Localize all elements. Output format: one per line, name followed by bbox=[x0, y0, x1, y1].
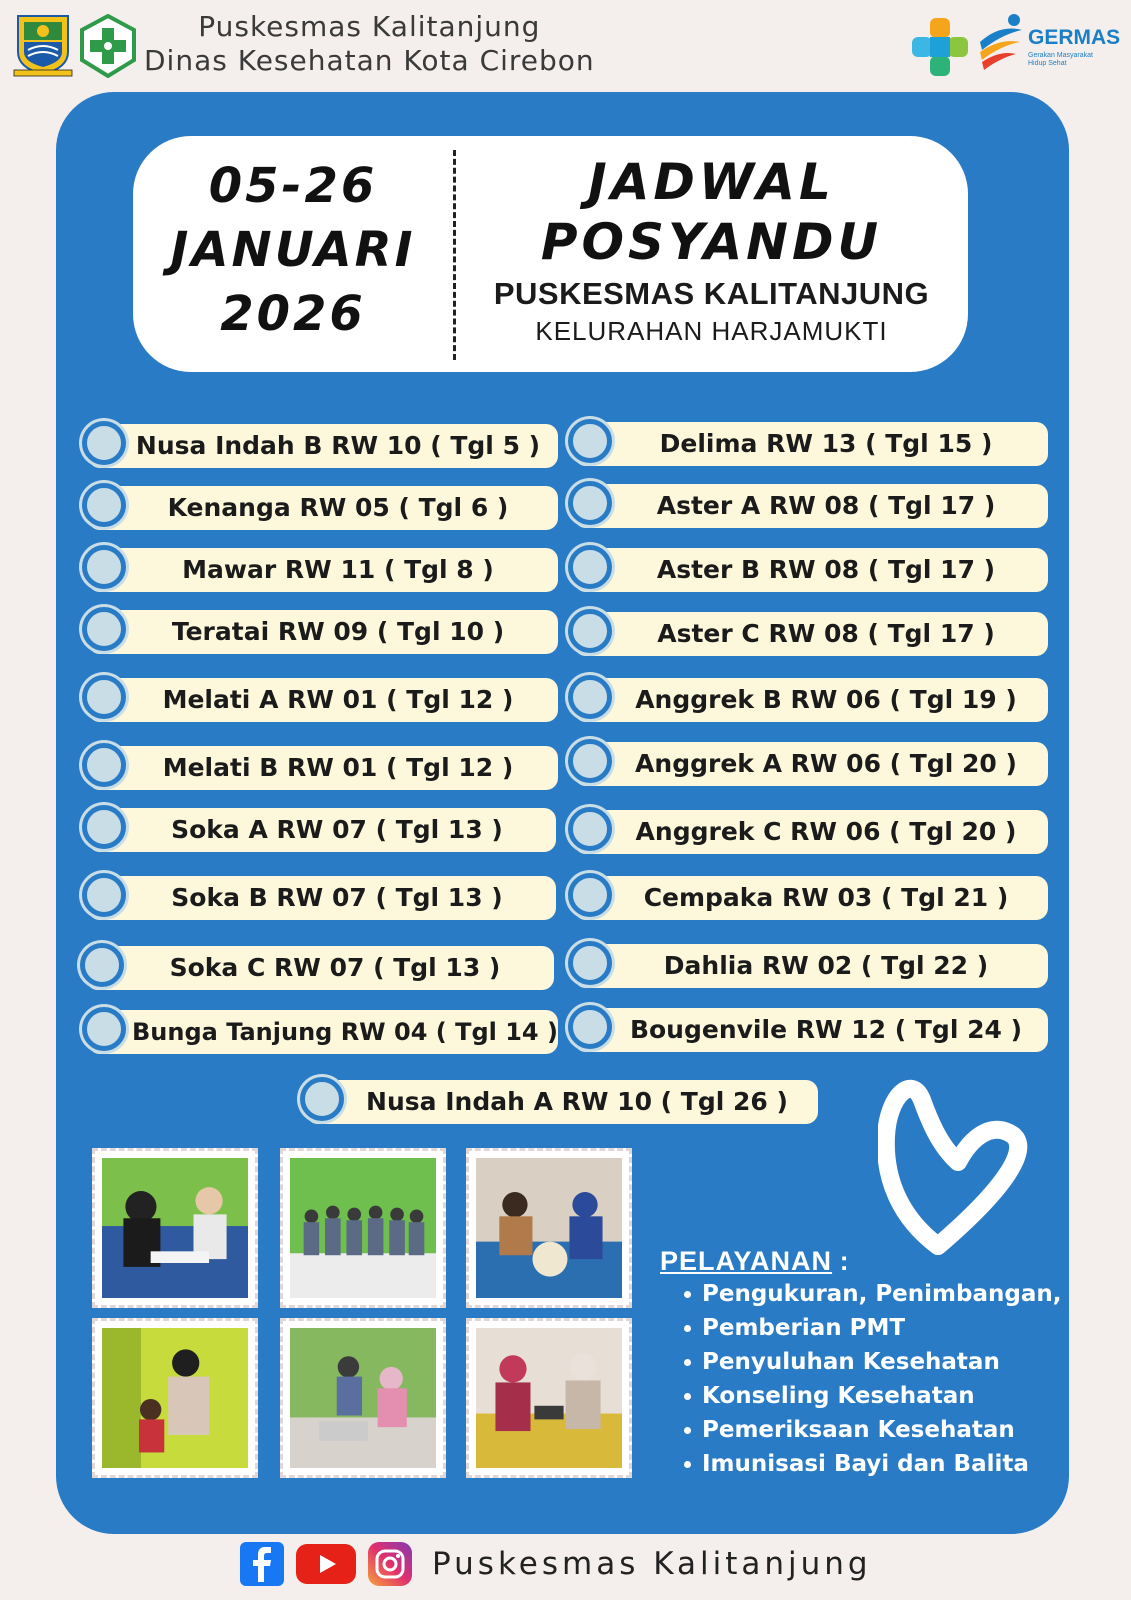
schedule-item-label: Anggrek A RW 06 ( Tgl 20 ) bbox=[635, 749, 1017, 778]
schedule-item-label: Aster C RW 08 ( Tgl 17 ) bbox=[657, 619, 995, 648]
schedule-item bbox=[88, 746, 558, 790]
youtube-icon[interactable] bbox=[296, 1544, 356, 1584]
schedule-item bbox=[574, 944, 1048, 988]
service-item-label: Pemberian PMT bbox=[702, 1315, 906, 1341]
photo-blood-pressure bbox=[476, 1328, 622, 1468]
service-item bbox=[660, 1277, 1061, 1311]
schedule-item bbox=[88, 678, 558, 722]
circle-bullet-icon bbox=[568, 545, 612, 589]
title-line-2: POSYANDU bbox=[540, 213, 883, 271]
service-item bbox=[660, 1413, 1061, 1447]
circle-bullet-icon bbox=[568, 1005, 612, 1049]
footer-account-name: Puskesmas Kalitanjung bbox=[432, 1546, 872, 1582]
schedule-item-label: Cempaka RW 03 ( Tgl 21 ) bbox=[643, 883, 1009, 912]
schedule-item-label: Bougenvile RW 12 ( Tgl 24 ) bbox=[629, 1015, 1023, 1044]
photo-consultation bbox=[476, 1158, 622, 1298]
schedule-item bbox=[574, 422, 1048, 466]
circle-bullet-icon bbox=[82, 1007, 126, 1051]
activity-photo bbox=[92, 1318, 258, 1478]
services-section bbox=[660, 1246, 1061, 1481]
schedule-item-label: Anggrek B RW 06 ( Tgl 19 ) bbox=[635, 685, 1017, 714]
circle-bullet-icon bbox=[568, 675, 612, 719]
germas-figure-icon bbox=[976, 12, 1026, 78]
germas-title: GERMAS bbox=[1028, 26, 1121, 49]
service-item bbox=[660, 1447, 1061, 1481]
schedule-item-label: Mawar RW 11 ( Tgl 8 ) bbox=[182, 555, 494, 584]
health-cross-logo bbox=[910, 16, 970, 78]
schedule-item-label: Soka C RW 07 ( Tgl 13 ) bbox=[169, 953, 501, 982]
date-month: JANUARI bbox=[170, 222, 416, 278]
germas-logo bbox=[976, 12, 1126, 78]
photo-child-measure bbox=[102, 1328, 248, 1468]
schedule-item bbox=[88, 486, 558, 530]
date-year: 2026 bbox=[220, 286, 366, 342]
header-line2: Dinas Kesehatan Kota Cirebon bbox=[144, 44, 595, 77]
service-item-label: Imunisasi Bayi dan Balita bbox=[702, 1451, 1029, 1477]
date-range: 05-26 bbox=[208, 158, 378, 214]
title-line-1: JADWAL bbox=[588, 153, 835, 211]
instagram-icon[interactable] bbox=[368, 1542, 412, 1586]
service-item-label: Penyuluhan Kesehatan bbox=[702, 1349, 1000, 1375]
schedule-item-bottom bbox=[306, 1080, 818, 1124]
circle-bullet-icon bbox=[82, 607, 126, 651]
footer bbox=[0, 1540, 1131, 1600]
heart-icon bbox=[878, 1066, 1028, 1256]
services-colon: : bbox=[832, 1246, 849, 1276]
circle-bullet-icon bbox=[568, 739, 612, 783]
circle-bullet-icon bbox=[568, 481, 612, 525]
date-block bbox=[133, 154, 453, 346]
schedule-item bbox=[88, 876, 556, 920]
schedule-item-label: Soka A RW 07 ( Tgl 13 ) bbox=[171, 815, 503, 844]
schedule-item bbox=[574, 742, 1048, 786]
schedule-item bbox=[88, 808, 556, 852]
organization-name: PUSKESMAS KALITANJUNG bbox=[493, 276, 930, 311]
activity-photo bbox=[466, 1148, 632, 1308]
service-item bbox=[660, 1311, 1061, 1345]
title-card bbox=[133, 136, 968, 372]
schedule-item-label: Melati A RW 01 ( Tgl 12 ) bbox=[162, 685, 514, 714]
schedule-item bbox=[88, 424, 558, 468]
schedule-item-label: Bunga Tanjung RW 04 ( Tgl 14 ) bbox=[132, 1018, 558, 1046]
schedule-item bbox=[574, 484, 1048, 528]
schedule-item-label: Delima RW 13 ( Tgl 15 ) bbox=[659, 429, 993, 458]
bullet-dot-icon bbox=[684, 1291, 691, 1298]
header bbox=[0, 0, 1131, 90]
circle-bullet-icon bbox=[82, 483, 126, 527]
circle-bullet-icon bbox=[80, 943, 124, 987]
schedule-item bbox=[88, 610, 558, 654]
schedule-item bbox=[88, 1010, 558, 1054]
service-item bbox=[660, 1345, 1061, 1379]
circle-bullet-icon bbox=[82, 873, 126, 917]
schedule-item-label: Dahlia RW 02 ( Tgl 22 ) bbox=[663, 951, 989, 980]
circle-bullet-icon bbox=[568, 807, 612, 851]
schedule-item bbox=[574, 876, 1048, 920]
services-heading bbox=[660, 1246, 1061, 1277]
germas-subtitle: Gerakan Masyarakat Hidup Sehat bbox=[1028, 52, 1093, 67]
circle-bullet-icon bbox=[568, 873, 612, 917]
bullet-dot-icon bbox=[684, 1427, 691, 1434]
bullet-dot-icon bbox=[684, 1461, 691, 1468]
schedule-item bbox=[86, 946, 554, 990]
bullet-dot-icon bbox=[684, 1393, 691, 1400]
circle-bullet-icon bbox=[82, 743, 126, 787]
circle-bullet-icon bbox=[82, 545, 126, 589]
bullet-dot-icon bbox=[684, 1359, 691, 1366]
circle-bullet-icon bbox=[82, 805, 126, 849]
bullet-dot-icon bbox=[684, 1325, 691, 1332]
circle-bullet-icon bbox=[82, 675, 126, 719]
schedule-item bbox=[574, 678, 1048, 722]
header-title bbox=[144, 10, 595, 78]
activity-photo bbox=[280, 1148, 446, 1308]
circle-bullet-icon bbox=[300, 1077, 344, 1121]
city-emblem-logo bbox=[12, 12, 74, 78]
service-item bbox=[660, 1379, 1061, 1413]
schedule-item bbox=[574, 548, 1048, 592]
schedule-item-label: Teratai RW 09 ( Tgl 10 ) bbox=[171, 617, 505, 646]
schedule-item bbox=[88, 548, 558, 592]
header-line1: Puskesmas Kalitanjung bbox=[198, 10, 541, 43]
circle-bullet-icon bbox=[568, 419, 612, 463]
puskesmas-logo bbox=[80, 14, 136, 78]
schedule-item-label: Anggrek C RW 06 ( Tgl 20 ) bbox=[635, 817, 1017, 846]
kelurahan-name: KELURAHAN HARJAMUKTI bbox=[535, 316, 888, 346]
service-item-label: Pemeriksaan Kesehatan bbox=[702, 1417, 1015, 1443]
photo-health-check bbox=[102, 1158, 248, 1298]
services-title: PELAYANAN bbox=[660, 1246, 833, 1276]
schedule-item bbox=[574, 1008, 1048, 1052]
photo-weighing bbox=[290, 1328, 436, 1468]
circle-bullet-icon bbox=[568, 941, 612, 985]
schedule-item bbox=[574, 612, 1048, 656]
title-block bbox=[455, 152, 968, 347]
service-item-label: Konseling Kesehatan bbox=[702, 1383, 975, 1409]
schedule-item-label: Kenanga RW 05 ( Tgl 6 ) bbox=[167, 493, 509, 522]
circle-bullet-icon bbox=[82, 421, 126, 465]
schedule-item-label: Nusa Indah B RW 10 ( Tgl 5 ) bbox=[135, 431, 541, 460]
photo-group bbox=[290, 1158, 436, 1298]
schedule-item-label: Aster A RW 08 ( Tgl 17 ) bbox=[656, 491, 996, 520]
schedule-item-label: Melati B RW 01 ( Tgl 12 ) bbox=[162, 753, 514, 782]
schedule-item-label: Nusa Indah A RW 10 ( Tgl 26 ) bbox=[366, 1087, 788, 1116]
circle-bullet-icon bbox=[568, 609, 612, 653]
activity-photo bbox=[92, 1148, 258, 1308]
schedule-item-label: Aster B RW 08 ( Tgl 17 ) bbox=[656, 555, 996, 584]
facebook-icon[interactable] bbox=[240, 1542, 284, 1586]
schedule-item-label: Soka B RW 07 ( Tgl 13 ) bbox=[171, 883, 503, 912]
service-item-label: Pengukuran, Penimbangan, bbox=[702, 1281, 1062, 1307]
activity-photo bbox=[466, 1318, 632, 1478]
activity-photo bbox=[280, 1318, 446, 1478]
schedule-item bbox=[574, 810, 1048, 854]
